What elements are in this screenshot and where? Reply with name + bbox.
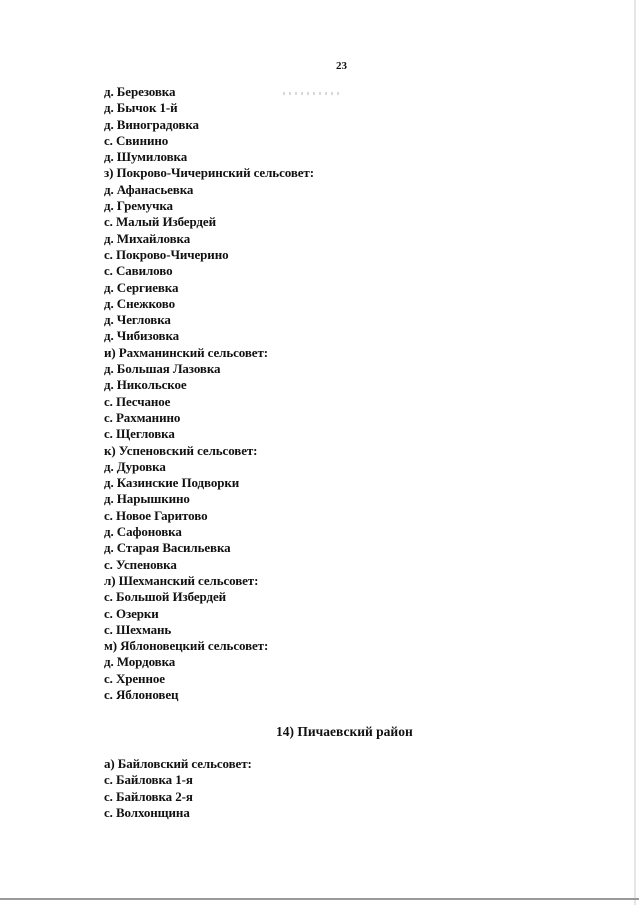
settlement-item: д. Никольское (104, 377, 187, 393)
settlement-item: с. Песчаное (104, 393, 171, 409)
page-bottom-edge (0, 898, 639, 900)
settlement-item: с. Свинино (104, 132, 169, 148)
settlement-item: с. Яблоновец (104, 686, 179, 702)
settlement-list-pichaevsky (104, 756, 252, 821)
council-heading: л) Шехманский сельсовет: (104, 572, 259, 588)
section-title: 14) Пичаевский район (276, 724, 413, 739)
settlement-item: с. Озерки (104, 605, 159, 621)
settlement-item: с. Байловка 1-я (104, 772, 193, 788)
settlement-item: с. Покрово-Чичерино (104, 246, 229, 262)
settlement-item: д. Афанасьевка (104, 181, 194, 197)
settlement-item: с. Рахманино (104, 409, 181, 425)
council-heading: и) Рахманинский сельсовет: (104, 344, 268, 360)
settlement-item: д. Большая Лазовка (104, 361, 221, 377)
settlement-item: д. Бычок 1-й (104, 100, 178, 116)
page-number: 23 (336, 60, 347, 72)
settlement-item: д. Чибизовка (104, 328, 180, 344)
settlement-item: д. Михайловка (104, 230, 191, 246)
settlement-item: с. Савилово (104, 263, 173, 279)
settlement-item: с. Волхонщина (104, 804, 190, 820)
council-heading: к) Успеновский сельсовет: (104, 442, 258, 458)
council-heading: м) Яблоновецкий сельсовет: (104, 638, 269, 654)
settlement-item: д. Старая Васильевка (104, 540, 231, 556)
settlement-item: д. Гремучка (104, 198, 173, 214)
settlement-item: д. Сафоновка (104, 524, 182, 540)
settlement-item: д. Чегловка (104, 312, 171, 328)
settlement-item: с. Хренное (104, 670, 165, 686)
council-heading: з) Покрово-Чичеринский сельсовет: (104, 165, 314, 181)
settlement-item: д. Мордовка (104, 654, 176, 670)
settlement-item: с. Успеновка (104, 556, 177, 572)
settlement-item: д. Сергиевка (104, 279, 179, 295)
settlement-item: с. Шехмань (104, 621, 172, 637)
settlement-item: с. Большой Избердей (104, 589, 227, 605)
settlement-item: д. Березовка (104, 84, 176, 99)
council-heading: а) Байловский сельсовет: (104, 756, 252, 771)
settlement-item: д. Нарышкино (104, 491, 190, 507)
settlement-item: д. Шумиловка (104, 149, 188, 165)
settlement-item: д. Дуровка (104, 458, 166, 474)
settlement-list (104, 84, 314, 703)
page-edge (634, 0, 636, 905)
settlement-item: с. Байловка 2-я (104, 788, 193, 804)
settlement-item: д. Снежково (104, 295, 175, 311)
settlement-item: д. Виноградовка (104, 116, 199, 132)
settlement-item: с. Щегловка (104, 426, 175, 442)
settlement-item: д. Казинские Подворки (104, 475, 240, 491)
settlement-item: с. Новое Гаритово (104, 507, 208, 523)
settlement-item: с. Малый Избердей (104, 214, 216, 230)
